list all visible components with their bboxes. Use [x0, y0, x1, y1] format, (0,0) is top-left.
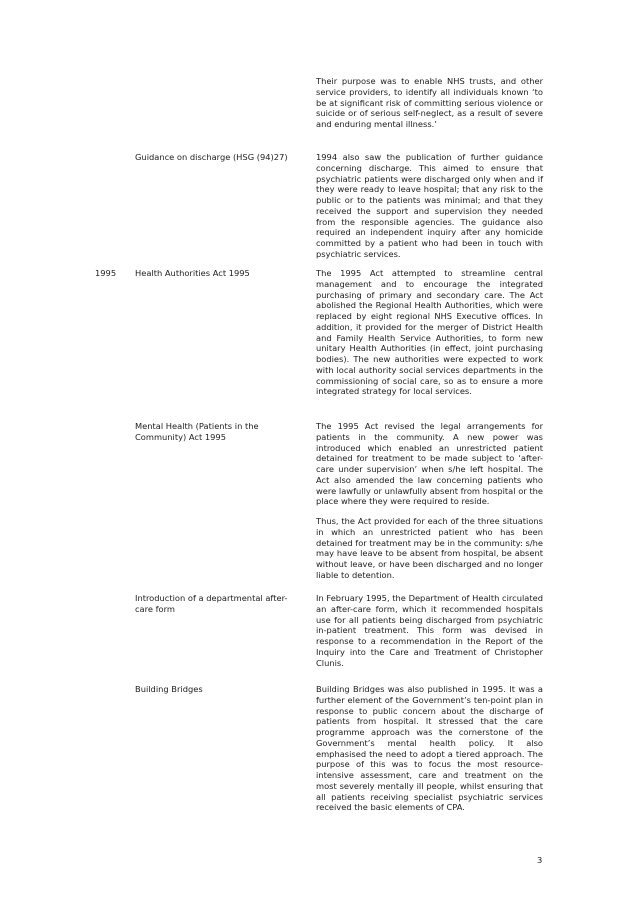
row-event: Health Authorities Act 1995 [135, 268, 250, 278]
row-year: 1995 [95, 268, 117, 278]
row-description [316, 684, 543, 813]
description-paragraph: Thus, the Act provided for each of the three situations in which an unrestricted patient who has been detained for treatment may be in the community: s/he may have leave to be absent from hospital, be absent without leave, or have been discharged and no longer liable to detention. [316, 516, 543, 580]
description-paragraph: The 1995 Act revised the legal arrangements for patients in the community. A new power was introduced which enabled an unrestricted patient detained for treatment to be made subject to ‘after-care under supervision’ when s/he left hospital. The Act also amended the law concerning patients who were lawfully or unlawfully absent from hospital or the place where they were required to reside. [316, 421, 543, 507]
row-event: Building Bridges [135, 684, 203, 694]
description-paragraph: The 1995 Act attempted to streamline central management and to encourage the integrated purchasing of primary and secondary care. The Act abolished the Regional Health Authorities, which were replaced by eight regional NHS Executive offices. In addition, it provided for the merger of District Health and Family Health Service Authorities, to form new unitary Health Authorities (in effect, joint purchasing bodies). The new authorities were expected to work with local authority social services departments in the commissioning of social care, so as to ensure a more integrated strategy for local services. [316, 268, 543, 397]
description-paragraph: Building Bridges was also published in 1995. It was a further element of the Government’s ten-point plan in response to public concern about the discharge of patients from hospital. It stressed that the care programme approach was the cornerstone of the Government’s mental health policy. It also emphasised the need to adopt a tiered approach. The purpose of this was to focus the most resource-intensive assessment, care and treatment on the most severely mentally ill people, whilst ensuring that all patients receiving specialist psychiatric services received the basic elements of CPA. [316, 684, 543, 813]
row-event: Introduction of a departmental after-care form [135, 593, 288, 614]
page-number: 3 [537, 855, 543, 865]
row-description [316, 421, 543, 581]
description-paragraph: Their purpose was to enable NHS trusts, and other service providers, to identify all individuals known ‘to be at significant risk of committing serious violence or suicide or of serious self-neglect, as a result of severe and enduring mental illness.’ [316, 76, 543, 129]
row-description [316, 152, 543, 260]
row-event: Mental Health (Patients in the Community) Act 1995 [135, 421, 259, 442]
description-paragraph: 1994 also saw the publication of further guidance concerning discharge. This aimed to ensure that psychiatric patients were discharged only when and if they were ready to leave hospital; that any risk to the public or to the patients was minimal; and that they received the support and supervision they needed from the responsible agencies. The guidance also required an independent inquiry after any homicide committed by a patient who had been in touch with psychiatric services. [316, 152, 543, 259]
row-description [316, 593, 543, 668]
row-event: Guidance on discharge (HSG (94)27) [135, 152, 288, 162]
row-description [316, 268, 543, 397]
row-description [316, 76, 543, 130]
description-paragraph: In February 1995, the Department of Health circulated an after-care form, which it recommended hospitals use for all patients being discharged from psychiatric in-patient treatment. This form was devised in response to a recommendation in the Report of the Inquiry into the Care and Treatment of Christopher Clunis. [316, 593, 543, 668]
